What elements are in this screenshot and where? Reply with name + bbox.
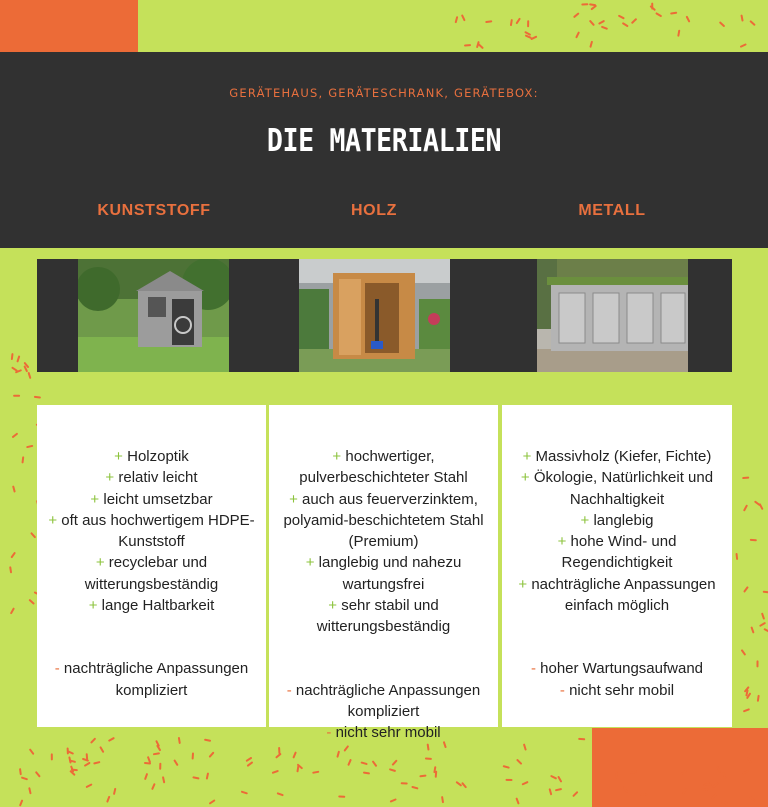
card-metall xyxy=(502,405,732,727)
confetti-dash xyxy=(68,751,73,753)
pro-item: + hochwertiger, pulverbeschichteter Stahl xyxy=(299,448,468,487)
pro-item: + sehr stabil und witterungsbeständig xyxy=(316,597,451,636)
confetti-dash xyxy=(273,771,278,773)
confetti-dash xyxy=(16,370,21,372)
confetti-dash xyxy=(391,799,396,801)
confetti-dash xyxy=(462,16,464,21)
confetti-dash xyxy=(524,745,525,750)
confetti-dash xyxy=(747,694,750,698)
confetti-dash xyxy=(390,769,395,770)
confetti-dash xyxy=(107,797,109,802)
confetti-dash xyxy=(242,792,247,793)
confetti-dash xyxy=(13,487,14,492)
card-kunststoff xyxy=(37,405,266,727)
confetti-dash xyxy=(157,746,160,750)
confetti-dash xyxy=(152,784,154,789)
confetti-dash xyxy=(623,23,627,26)
confetti-dash xyxy=(504,766,509,767)
page-title: DIE MATERIALIEN xyxy=(266,123,502,159)
confetti-dash xyxy=(109,738,113,740)
confetti-dash xyxy=(479,44,483,47)
confetti-dash xyxy=(210,753,213,757)
metal-enclosure-photo xyxy=(537,259,688,372)
confetti-dash xyxy=(87,785,91,787)
confetti-dash xyxy=(71,767,73,772)
confetti-dash xyxy=(278,793,283,795)
confetti-dash xyxy=(30,750,33,754)
confetti-dash xyxy=(193,777,198,778)
confetti-dash xyxy=(591,42,592,47)
confetti-dash xyxy=(23,457,24,462)
confetti-dash xyxy=(762,614,764,619)
confetti-dash xyxy=(760,623,764,626)
pro-item: + relativ leicht xyxy=(105,469,198,487)
con-item: - nachträgliche Anpassungen kompliziert xyxy=(286,681,481,720)
confetti-dash xyxy=(550,789,551,794)
orange-corner-block-bottom xyxy=(592,728,768,807)
confetti-dash xyxy=(576,33,578,37)
con-item: - nachträgliche Anpassungen kompliziert xyxy=(54,660,249,699)
confetti-dash xyxy=(760,504,762,508)
pro-item: + auch aus feuerverzinktem, polyamid-beschichtetem Stahl (Premium) xyxy=(283,490,484,551)
confetti-dash xyxy=(298,766,299,771)
confetti-dash xyxy=(442,797,443,802)
confetti-dash xyxy=(574,14,578,17)
confetti-dash xyxy=(393,761,396,765)
pro-item: + nachträgliche Anpassungen einfach möglich xyxy=(518,575,716,615)
confetti-dash xyxy=(590,4,595,5)
page-subtitle: GERÄTEHAUS, GERÄTESCHRANK, GERÄTEBOX: xyxy=(229,86,539,100)
confetti-dash xyxy=(523,782,528,784)
pro-item: + Ökologie, Natürlichkeit und Nachhaltigkeit xyxy=(520,469,714,508)
confetti-dash xyxy=(486,21,491,22)
confetti-dash xyxy=(36,772,39,776)
con-item: - nicht sehr mobil xyxy=(559,681,675,699)
confetti-dash xyxy=(657,13,661,16)
confetti-dash xyxy=(91,739,94,743)
confetti-dash xyxy=(599,21,603,23)
confetti-dash xyxy=(207,774,208,779)
pro-item: + oft aus hochwertigem HDPE-Kunststoff xyxy=(48,511,255,551)
confetti-dash xyxy=(751,21,755,24)
confetti-dash xyxy=(145,763,150,764)
confetti-dash xyxy=(163,777,164,782)
confetti-dash xyxy=(18,357,20,362)
confetti-dash xyxy=(12,368,16,371)
confetti-dash xyxy=(25,363,28,367)
confetti-dash xyxy=(205,740,210,741)
confetti-dash xyxy=(678,31,679,36)
con-item: - nicht sehr mobil xyxy=(326,724,441,742)
confetti-dash xyxy=(559,777,561,781)
confetti-dash xyxy=(94,762,99,763)
confetti-dash xyxy=(457,782,461,785)
confetti-dash xyxy=(30,600,34,603)
confetti-dash xyxy=(70,761,75,762)
confetti-dash xyxy=(179,738,180,743)
confetti-dash xyxy=(632,19,636,22)
confetti-dash xyxy=(517,799,519,804)
confetti-dash xyxy=(619,16,623,18)
confetti-dash xyxy=(434,767,435,772)
confetti-dash xyxy=(29,373,30,378)
confetti-dash xyxy=(737,554,738,559)
con-item: - hoher Wartungsaufwand xyxy=(530,660,704,678)
confetti-dash xyxy=(745,687,748,691)
confetti-dash xyxy=(412,787,417,788)
plastic-shed-photo xyxy=(78,259,229,372)
confetti-dash xyxy=(10,567,11,572)
confetti-dash xyxy=(671,13,676,14)
confetti-dash xyxy=(349,760,351,765)
confetti-dash xyxy=(145,774,147,779)
confetti-dash xyxy=(526,32,530,34)
pro-item: + langlebig und nahezu wartungsfrei xyxy=(305,554,462,593)
confetti-dash xyxy=(744,587,747,591)
confetti-dash xyxy=(720,23,724,26)
column-heading-metall: METALL xyxy=(578,202,646,219)
pro-item: + Massivholz (Kiefer, Fichte) xyxy=(522,448,712,465)
confetti-dash xyxy=(687,17,689,21)
confetti-dash xyxy=(71,771,75,774)
confetti-dash xyxy=(247,758,251,761)
column-heading-kunststoff: KUNSTSTOFF xyxy=(97,202,211,219)
confetti-dash xyxy=(428,745,429,750)
confetti-dash xyxy=(741,44,746,46)
confetti-dash xyxy=(532,37,537,39)
confetti-dash xyxy=(590,21,593,25)
confetti-dash xyxy=(526,36,531,38)
confetti-dash xyxy=(294,753,296,758)
pro-item: + lange Haltbarkeit xyxy=(88,597,215,615)
confetti-dash xyxy=(742,16,743,21)
confetti-dash xyxy=(210,801,214,804)
confetti-dash xyxy=(456,17,457,22)
confetti-dash xyxy=(592,6,596,9)
confetti-dash xyxy=(517,760,521,764)
confetti-dash xyxy=(13,434,17,437)
confetti-dash xyxy=(83,759,88,761)
confetti-dash xyxy=(463,783,466,787)
confetti-dash xyxy=(313,772,318,773)
confetti-dash xyxy=(12,553,15,557)
confetti-dash xyxy=(22,778,27,780)
confetti-dash xyxy=(551,776,556,778)
confetti-dash xyxy=(602,27,607,29)
confetti-dash xyxy=(27,446,32,447)
pro-item: + recyclebar und witterungsbeständig xyxy=(84,554,219,593)
card-holz xyxy=(269,405,498,742)
confetti-dash xyxy=(114,789,115,794)
confetti-dash xyxy=(744,506,746,510)
confetti-dash xyxy=(362,763,367,764)
confetti-dash xyxy=(477,42,478,47)
confetti-dash xyxy=(752,628,754,633)
confetti-dash xyxy=(25,367,27,371)
wooden-cabinet-photo xyxy=(299,259,450,372)
confetti-dash xyxy=(744,709,749,711)
confetti-dash xyxy=(764,592,768,593)
confetti-dash xyxy=(154,753,159,754)
confetti-dash xyxy=(11,609,13,613)
confetti-dash xyxy=(12,354,13,359)
confetti-dash xyxy=(742,650,745,654)
confetti-dash xyxy=(574,792,578,796)
confetti-dash xyxy=(746,690,747,695)
confetti-dash xyxy=(364,773,369,774)
confetti-dash xyxy=(85,763,89,766)
confetti-dash xyxy=(298,765,302,768)
pro-item: + leicht umsetzbar xyxy=(90,490,213,508)
confetti-dash xyxy=(276,754,280,757)
confetti-dash xyxy=(175,761,178,765)
confetti-dash xyxy=(517,19,520,23)
confetti-dash xyxy=(755,502,759,505)
confetti-dash xyxy=(338,752,339,757)
confetti-dash xyxy=(20,769,21,774)
pro-item: + Holzoptik xyxy=(114,448,189,465)
confetti-dash xyxy=(69,758,70,763)
confetti-dash xyxy=(35,397,40,398)
confetti-dash xyxy=(148,757,150,762)
confetti-dash xyxy=(373,762,376,766)
confetti-dash xyxy=(420,776,425,777)
confetti-dash xyxy=(651,7,655,10)
confetti-dash xyxy=(556,789,561,790)
confetti-dash xyxy=(511,20,512,25)
confetti-dash xyxy=(345,746,348,750)
column-heading-holz: HOLZ xyxy=(351,202,397,219)
confetti-dash xyxy=(248,763,252,766)
confetti-dash xyxy=(29,788,30,793)
confetti-dash xyxy=(32,533,35,537)
pro-item: + hohe Wind- und Regendichtigkeit xyxy=(557,533,677,572)
confetti-dash xyxy=(20,801,22,806)
confetti-dash xyxy=(101,747,104,751)
confetti-dash xyxy=(758,696,759,701)
pro-item: + langlebig xyxy=(580,511,654,529)
confetti-dash xyxy=(156,741,158,745)
